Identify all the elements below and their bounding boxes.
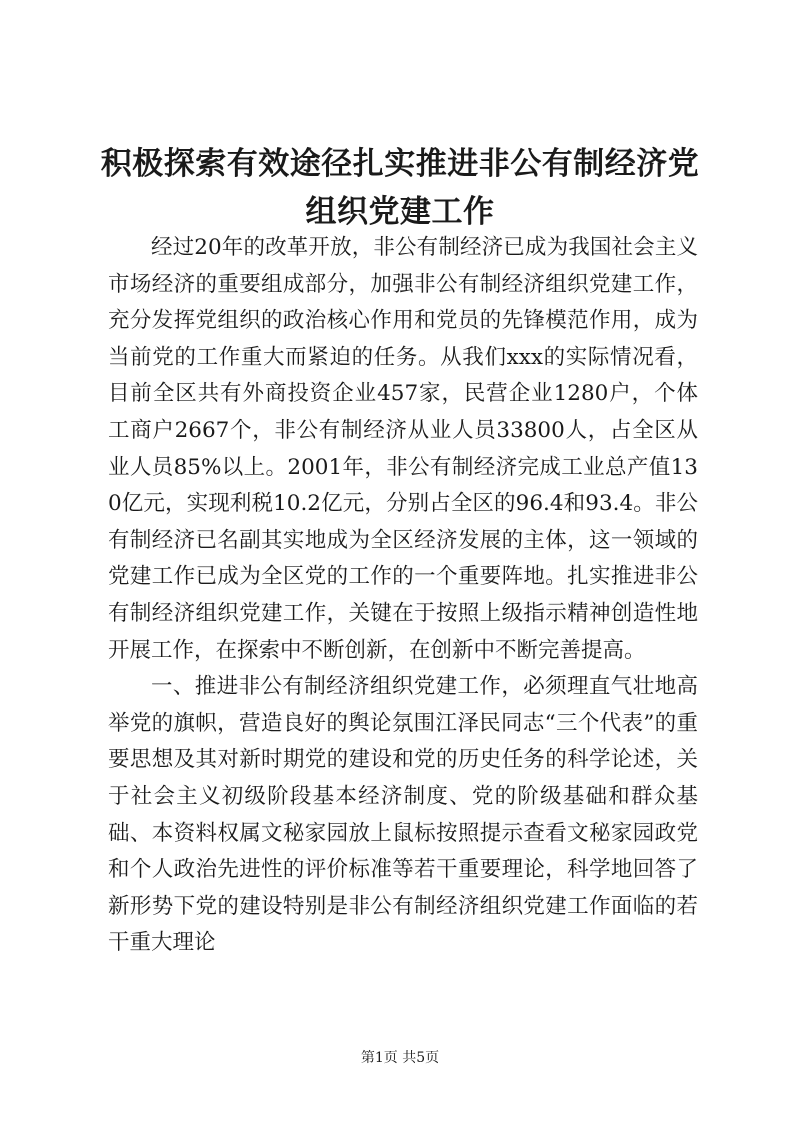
document-body bbox=[108, 230, 698, 962]
page-footer: 第1页 共5页 bbox=[360, 1050, 440, 1066]
paragraph-intro: 经过20年的改革开放，非公有制经济已成为我国社会主义市场经济的重要组成部分，加强非公有制经济组织党建工作，充分发挥党组织的政治核心作用和党员的先锋模范作用，成为当前党的工作重大而紧迫的任务。从我们xxx的实际情况看，目前全区共有外商投资企业457家，民营企业1280户，个体工商户2667个，非公有制经济从业人员33800人，占全区从业人员85%以上。2001年，非公有制经济完成工业总产值130亿元，实现利税10.2亿元，分别占全区的96.4和93.4。非公有制经济已名副其实地成为全区经济发展的主体，这一领域的党建工作已成为全区党的工作的一个重要阵地。扎实推进非公有制经济组织党建工作，关键在于按照上级指示精神创造性地开展工作，在探索中不断创新，在创新中不断完善提高。 bbox=[108, 235, 698, 663]
paragraph-section-one: 一、推进非公有制经济组织党建工作，必须理直气壮地高举党的旗帜，营造良好的舆论氛围江泽民同志“三个代表”的重要思想及其对新时期党的建设和党的历史任务的科学论述，关于社会主义初级阶段基本经济制度、党的阶级基础和群众基础、本资料权属文秘家园放上鼠标按照提示查看文秘家园政党和个人政治先进性的评价标准等若干重要理论，科学地回答了新形势下党的建设特别是非公有制经济组织党建工作面临的若干重大理论 bbox=[108, 674, 698, 956]
document-title: 积极探索有效途径扎实推进非公有制经济党组织党建工作 bbox=[100, 146, 700, 230]
